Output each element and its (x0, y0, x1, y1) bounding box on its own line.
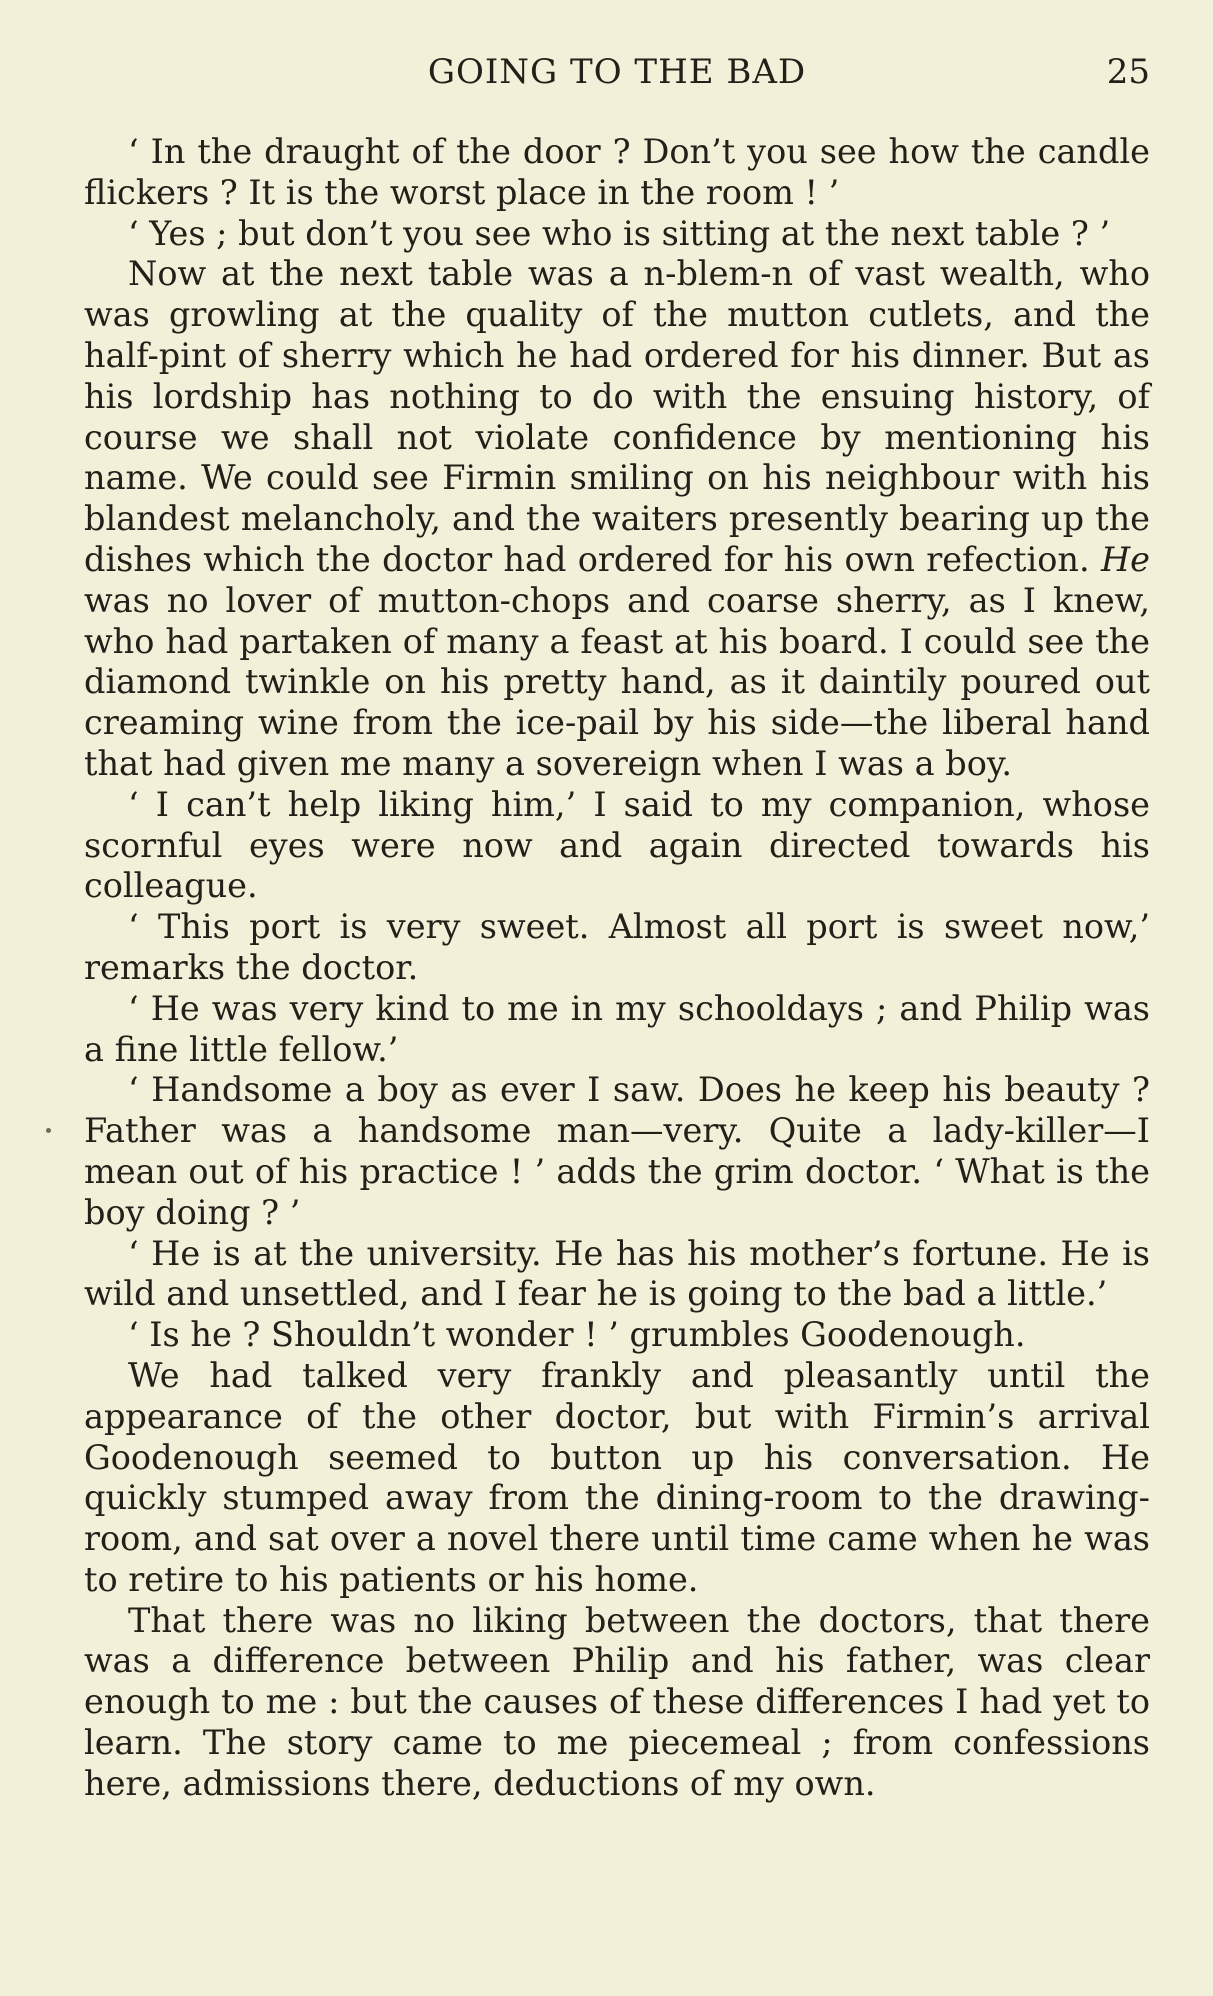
italic-word: He (1100, 539, 1150, 579)
paragraph: ‘ This port is very sweet. Almost all port is sweet now,’ remarks the doctor. (84, 907, 1150, 987)
margin-mark (46, 1128, 51, 1133)
paragraph: That there was no liking between the doctors, that there was a difference between Philip and his father, was clear enough to me : but the causes of these differences I had yet to learn. The story came to me piecemeal ; from confessions here, admissions there, deductions of my own. (84, 1600, 1150, 1803)
page-number: 25 (1106, 52, 1150, 92)
paragraph: We had talked very frankly and pleasantly until the appearance of the other doctor, but with Firmin’s arrival Goodenough seemed to button up his conversation. He quickly stumped away from the dining-room to the drawing-room, and sat over a novel there until time came when he was to retire to his patients or his home. (84, 1355, 1150, 1599)
page-header (84, 52, 1150, 102)
open-quote: ‘ (128, 784, 139, 824)
paragraph: ‘ Is he ? Shouldn’t wonder ! ’ grumbles Goodenough. (128, 1315, 1026, 1355)
paragraph: ‘ In the draught of the door ? Don’t you see how the candle flickers ? It is the worst place in the room ! ’ (84, 132, 1150, 212)
paragraph (84, 254, 1150, 784)
paragraph: ‘ Handsome a boy as ever I saw. Does he keep his beauty ? Father was a handsome man—very. Quite a lady-killer—I mean out of his practice ! ’ adds the grim doctor. ‘ What is the boy doing ? ’ (84, 1070, 1150, 1232)
running-head: GOING TO THE BAD (427, 52, 807, 92)
body-text (84, 132, 1150, 1805)
paragraph: ‘ Yes ; but don’t you see who is sitting at the next table ? ’ (128, 213, 1111, 253)
paragraph-text: I can’t help liking him,’ I said to my companion, whose scornful eyes were now and again directed towards his colleague. (84, 784, 1150, 906)
paragraph-text: Now at the next table was a n-blem-n of vast wealth, who was growling at the quality of the mutton cutlets, and the half-pint of sherry which he had ordered for his dinner. But as his lordship has nothing to do with the ensuing history, of course we shall not violate confidence by mentioning his name. We could see Firmin smiling on his neighbour with his blandest melancholy, and the waiters presently bearing up the dishes which the doctor had ordered for his own refection. (84, 254, 1150, 579)
paragraph (84, 785, 1150, 907)
paragraph: ‘ He is at the university. He has his mother’s fortune. He is wild and unsettled, and I fear he is going to the bad a little.’ (84, 1233, 1150, 1314)
paragraph: ‘ He was very kind to me in my schooldays ; and Philip was a fine little fellow.’ (84, 988, 1150, 1069)
paragraph-text: was no lover of mutton-chops and coarse sherry, as I knew, who had partaken of many a feast at his board. I could see the diamond twinkle on his pretty hand, as it daintily poured out creaming wine from the ice-pail by his side—the liberal hand that had given me many a sovereign when I was a boy. (84, 580, 1150, 783)
